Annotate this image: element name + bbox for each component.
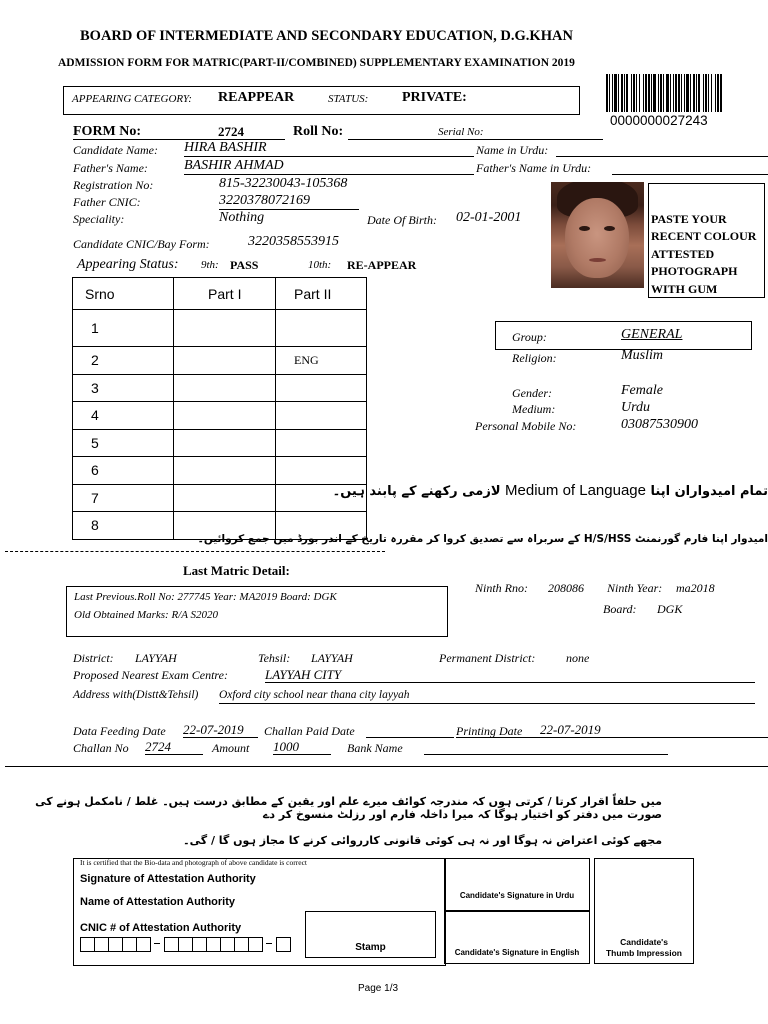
district-label: District: [73,651,114,665]
challan-no-value: 2724 [145,739,171,754]
barcode-bar [621,74,623,112]
address-value: Oxford city school near thana city layyah [219,689,410,701]
barcode-bar [696,74,697,112]
header-part2: Part II [276,278,367,310]
barcode-bar [703,74,704,112]
thumb-impression-label: Candidate's Thumb Impression [605,937,683,958]
barcode-bar [705,74,707,112]
cnic-digit-box[interactable] [136,937,151,952]
urdu-note-medium: تمام امیدواران اپنا Medium of Language لازمی رکھنے کے پابند ہیں۔ [332,482,768,499]
page-number: Page 1/3 [358,983,399,994]
barcode-bar [631,74,632,112]
stamp-box [305,911,436,958]
barcode-bar [698,74,700,112]
barcode-bar [690,74,691,112]
ninth-rno-label: Ninth Rno: [475,581,528,595]
father-name-label: Father's Name: [73,161,148,175]
father-name-urdu-label: Father's Name in Urdu: [476,161,592,175]
cnic-digit-box[interactable] [276,937,291,952]
barcode-bar [633,74,635,112]
attestation-name-label: Name of Attestation Authority [80,896,236,908]
ninth-board-value: DGK [657,602,683,616]
barcode-bar [658,74,659,112]
table-row: 4 [73,402,367,430]
barcode-bar [612,74,613,112]
father-cnic-value: 3220378072169 [219,193,310,208]
barcode-bar [715,74,716,112]
candidate-name-label: Candidate Name: [73,143,158,157]
barcode-bar [666,74,669,112]
urdu-signature-box[interactable] [444,858,590,911]
board-title: BOARD OF INTERMEDIATE AND SECONDARY EDUCATION, D.G.KHAN [80,28,573,44]
photo-instruction-box [648,183,765,298]
form-no-label: FORM No: [73,124,142,139]
barcode-bar [684,74,685,112]
header-part1: Part I [174,278,276,310]
barcode-bar [693,74,695,112]
exam-centre-label: Proposed Nearest Exam Centre: [73,668,228,682]
cnic-digit-box[interactable] [80,937,95,952]
table-header-row [73,278,367,310]
dob-label: Date Of Birth: [367,213,437,227]
table-row: 6 [73,457,367,485]
barcode-bar [639,74,640,112]
barcode-bar [670,74,671,112]
photo-instruction: PASTE YOUR RECENT COLOUR ATTESTED PHOTOGRAPH WITH GUM [651,212,757,296]
cnic-dash [266,943,272,944]
father-cnic-label: Father CNIC: [73,195,141,209]
religion-value: Muslim [621,348,663,363]
data-feeding-label: Data Feeding Date [73,724,166,738]
urdu-note-attestation: امیدوار اپنا فارم گورنمنٹ H/S/HSS کے سربراہ سے تصدیق کروا کر مقررہ تاریخ کے اندر بورڈ میں جمع کروائیں۔ [197,533,768,545]
declaration-line2: مجھے کوئی اعتراض نہ ہوگا اور نہ ہی کوئی قانونی کارروائی کرنے کا مجاز ہوں گا / گی۔ [183,834,662,847]
barcode-bar [708,74,709,112]
barcode-bar [663,74,664,112]
bank-name-label: Bank Name [347,741,403,755]
gender-label: Gender: [512,386,552,400]
permanent-district-value: none [566,651,590,665]
barcode-bar [673,74,674,112]
barcode-bar [614,74,617,112]
dashed-separator [5,551,385,552]
photo-left-eye [579,226,590,231]
barcode-bar [651,74,652,112]
ninth-year-label: Ninth Year: [607,581,663,595]
stamp-label: Stamp [355,942,386,953]
address-label: Address with(Distt&Tehsil) [73,689,199,701]
cnic-dash [154,943,160,944]
tehsil-label: Tehsil: [258,651,291,665]
form-title: ADMISSION FORM FOR MATRIC(PART-II/COMBINED) SUPPLEMENTARY EXAMINATION 2019 [58,57,575,69]
table-row: 8 [73,512,367,540]
last-matric-line1: Last Previous.Roll No: 277745 Year: MA2019 Board: DGK [74,591,337,603]
header-srno: Srno [73,278,174,310]
ninth-rno-value: 208086 [548,581,584,595]
barcode-bar [711,74,712,112]
appearing-category-label: APPEARING CATEGORY: [72,93,192,105]
serial-no-label: Serial No: [438,126,484,138]
speciality-label: Speciality: [73,212,125,226]
declaration-line1: میں حلفاً اقرار کرتا / کرتی ہوں کہ مندرجہ کوائف میرے علم اور یقین کے مطابق درست ہیں۔ غلط / نامکمل ہونے کی صورت میں دفتر کو اختیار ہوگا کہ میرا داخلہ فارم اور رزلٹ منسوخ کر دے [35,795,662,821]
cnic-digit-box[interactable] [248,937,263,952]
tehsil-value: LAYYAH [311,651,353,665]
barcode-bar [653,74,656,112]
name-urdu-label: Name in Urdu: [476,143,549,157]
appearing-category-value: REAPPEAR [218,90,295,105]
barcode-number: 0000000027243 [610,113,708,128]
barcode-bar [618,74,619,112]
last-matric-line2: Old Obtained Marks: R/A S2020 [74,609,219,621]
photo-right-eye [604,226,615,231]
registration-label: Registration No: [73,178,154,192]
cnic-digit-box[interactable] [192,937,207,952]
barcode-bar [678,74,680,112]
religion-label: Religion: [512,351,557,365]
tenth-status: RE-APPEAR [347,258,417,272]
barcode-bar [717,74,719,112]
table-row: 2 ENG [73,347,367,375]
mobile-label: Personal Mobile No: [475,419,577,433]
ninth-year-value: ma2018 [676,581,715,595]
table-row: 5 [73,429,367,457]
photo-face [565,198,629,278]
gender-value: Female [621,383,663,398]
cnic-digit-box[interactable] [234,937,249,952]
district-value: LAYYAH [135,651,177,665]
candidate-photo [551,182,644,288]
cnic-digit-box[interactable] [220,937,235,952]
challan-paid-label: Challan Paid Date [264,724,355,738]
barcode-bar [624,74,625,112]
amount-value: 1000 [273,739,299,754]
certified-note: It is certified that the Bio-data and photograph of above candidate is correct [80,858,307,867]
barcode-bar [606,74,608,112]
permanent-district-label: Permanent District: [439,651,536,665]
barcode-bar [720,74,722,112]
barcode-bar [686,74,689,112]
amount-label: Amount [212,741,250,755]
group-label: Group: [512,330,547,344]
marks-table [72,277,367,540]
barcode-bar [626,74,628,112]
photo-mouth [589,258,606,262]
candidate-cnic-label: Candidate CNIC/Bay Form: [73,237,210,251]
status-value: PRIVATE: [402,90,467,105]
ninth-status: PASS [230,258,259,272]
appearing-status-label: Appearing Status: [77,257,179,272]
data-feeding-value: 22-07-2019 [183,722,244,737]
tenth-label: 10th: [308,259,332,271]
cnic-digit-box[interactable] [122,937,137,952]
exam-centre-value: LAYYAH CITY [265,667,342,682]
medium-label: Medium: [512,402,556,416]
cnic-digit-box[interactable] [178,937,193,952]
table-row: 3 [73,374,367,402]
challan-no-label: Challan No [73,741,129,755]
cnic-digit-box[interactable] [108,937,123,952]
barcode-bar [660,74,662,112]
table-row: 1 [73,310,367,347]
section-separator [5,766,768,767]
ninth-board-label: Board: [603,602,637,616]
urdu-signature-label: Candidate's Signature in Urdu [459,891,575,900]
barcode-bar [645,74,647,112]
speciality-value: Nothing [219,210,265,225]
roll-no-label: Roll No: [293,124,344,139]
table-row: 7 [73,484,367,512]
attestation-cnic-label: CNIC # of Attestation Authority [80,922,242,934]
last-matric-title: Last Matric Detail: [183,563,290,578]
candidate-cnic-value: 3220358553915 [248,234,339,249]
printing-date-label: Printing Date [456,724,523,738]
barcode-bar [681,74,682,112]
english-signature-label: Candidate's Signature in English [454,948,580,957]
printing-date-value: 22-07-2019 [540,722,601,737]
barcode-bar [609,74,610,112]
medium-value: Urdu [621,400,651,415]
mobile-value: 03087530900 [621,417,698,432]
thumb-impression-box[interactable] [594,858,694,964]
barcode-bar [675,74,677,112]
status-label: STATUS: [328,93,369,105]
barcode-bar [643,74,644,112]
group-value: GENERAL [621,327,683,342]
attestation-signature-label: Signature of Attestation Authority [80,873,256,885]
candidate-name-value: HIRA BASHIR [184,140,267,155]
cnic-digit-box[interactable] [94,937,109,952]
cnic-digit-box[interactable] [164,937,179,952]
form-no-value: 2724 [218,124,244,139]
registration-value: 815-32230043-105368 [219,176,348,191]
ninth-label: 9th: [201,259,219,271]
english-signature-box[interactable] [444,911,590,964]
barcode-bar [648,74,650,112]
dob-value: 02-01-2001 [456,210,522,225]
father-name-value: BASHIR AHMAD [184,158,284,173]
cnic-digit-box[interactable] [206,937,221,952]
barcode-bar [636,74,637,112]
